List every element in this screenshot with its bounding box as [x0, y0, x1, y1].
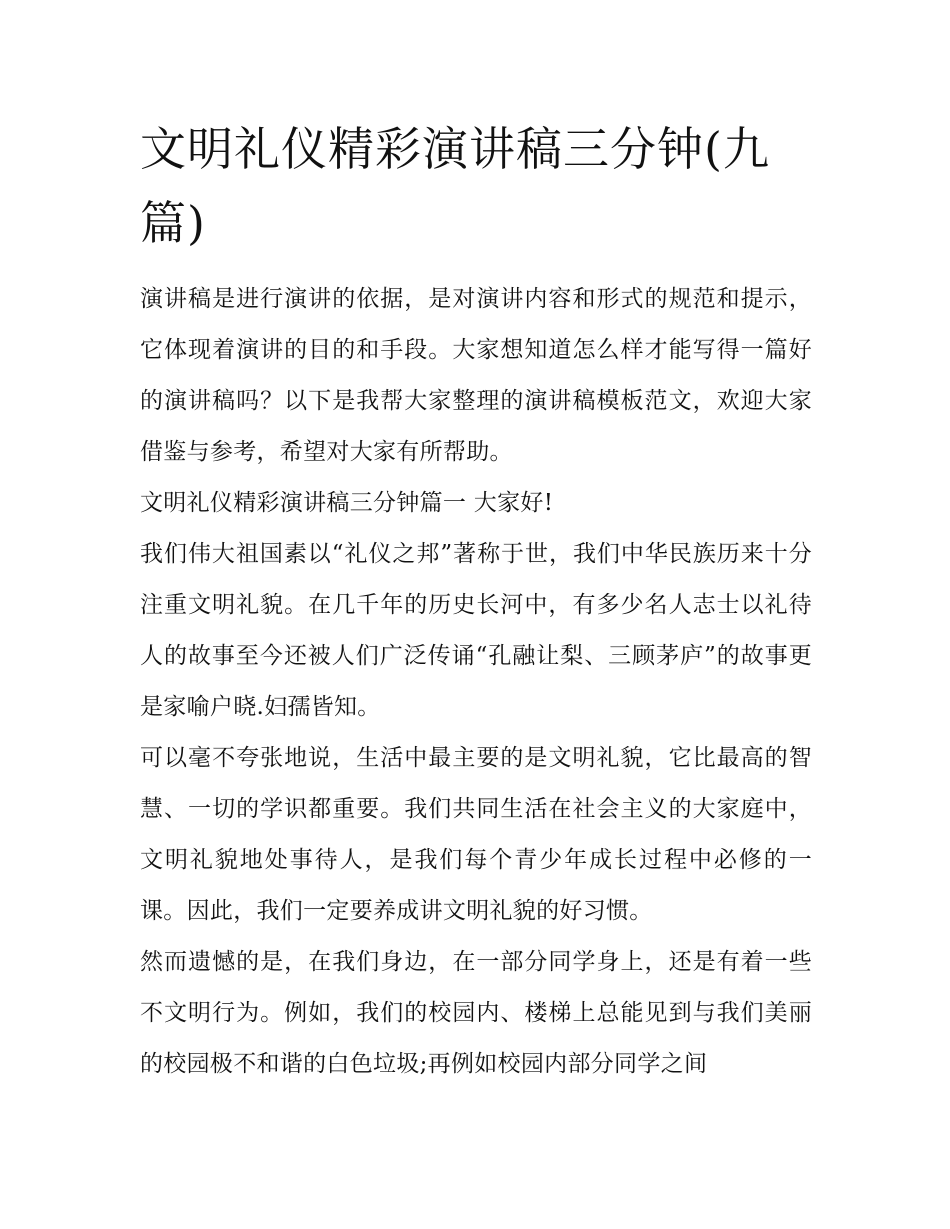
body-paragraph: 可以毫不夸张地说，生活中最主要的是文明礼貌，它比最高的智慧、一切的学识都重要。我们共同生活在社会主义的大家庭中，文明礼貌地处事待人，是我们每个青少年成长过程中必修的一课。因此，我们一定要养成讲文明礼貌的好习惯。: [140, 745, 812, 924]
document-title: 文明礼仪精彩演讲稿三分钟(九篇): [140, 122, 770, 250]
section-heading-paragraph: 文明礼仪精彩演讲稿三分钟篇一 大家好!: [140, 490, 554, 516]
intro-paragraph: 演讲稿是进行演讲的依据，是对演讲内容和形式的规范和提示，它体现着演讲的目的和手段。大家想知道怎么样才能写得一篇好的演讲稿吗？以下是我帮大家整理的演讲稿模板范文，欢迎大家借鉴与参考，希望对大家有所帮助。: [140, 286, 812, 465]
body-paragraph: 然而遗憾的是，在我们身边，在一部分同学身上，还是有着一些不文明行为。例如，我们的校园内、楼梯上总能见到与我们美丽的校园极不和谐的白色垃圾;再例如校园内部分同学之间: [140, 949, 812, 1077]
document-body: [140, 274, 812, 1090]
body-paragraph: 我们伟大祖国素以“礼仪之邦”著称于世，我们中华民族历来十分注重文明礼貌。在几千年的历史长河中，有多少名人志士以礼待人的故事至今还被人们广泛传诵“孔融让梨、三顾茅庐”的故事更是家喻户晓.妇孺皆知。: [140, 541, 812, 720]
document-page: [140, 112, 812, 1090]
